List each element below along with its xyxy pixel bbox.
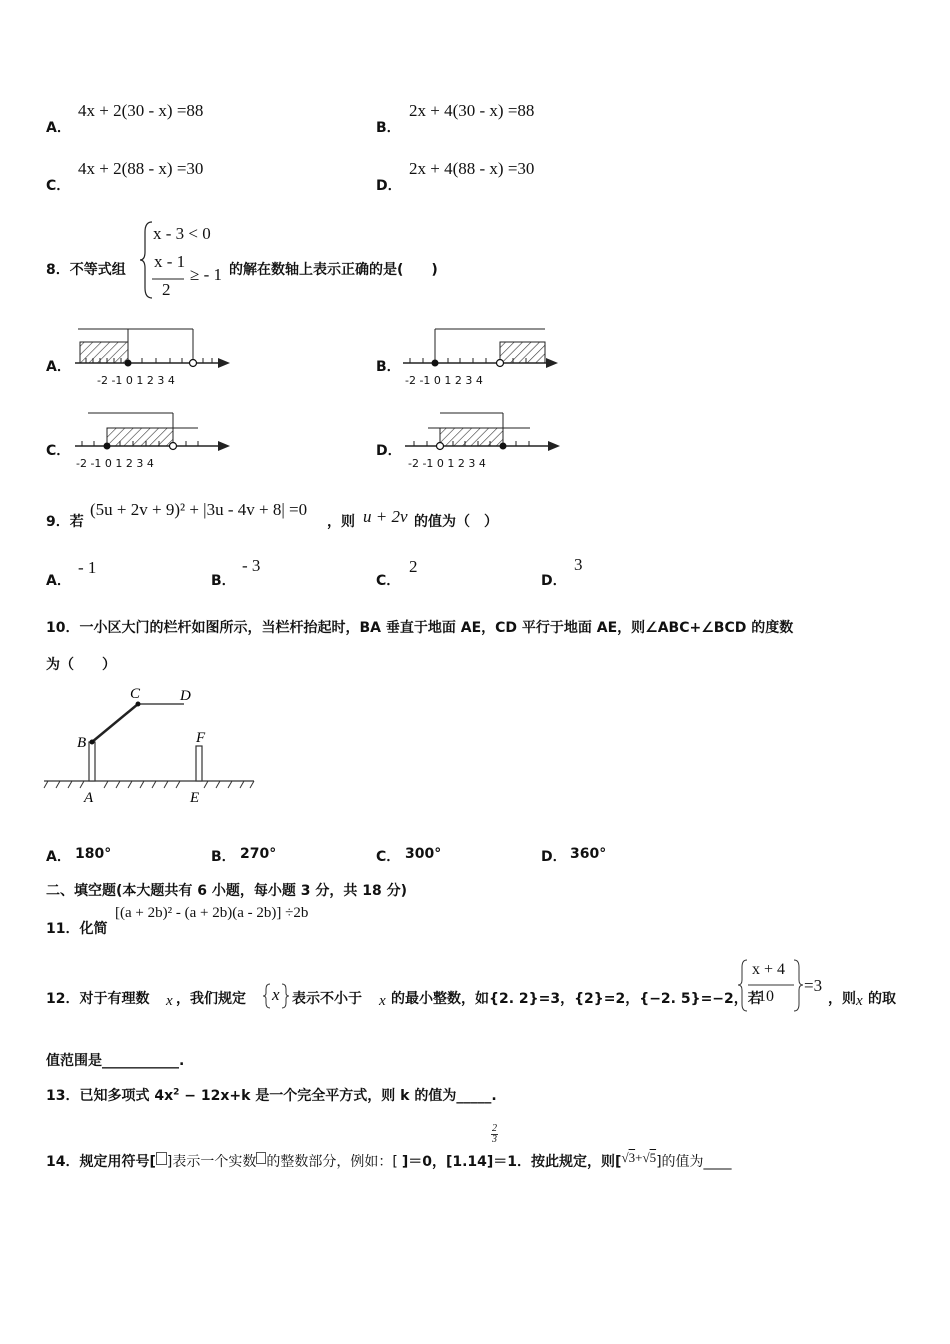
q14-a: 14．规定用符号[ [46,1154,156,1170]
q10-option-c-label: C． [376,849,401,865]
q8-option-b-label: B． [376,359,401,375]
q7-option-d-expr: 2x + 4(88 - x) =30 [409,159,535,178]
q14-small-fraction: 2 3 [492,1123,497,1145]
q14-c: 的整数部分，例如：[ [266,1154,398,1170]
q8-prefix: 8．不等式组 [46,262,126,278]
q11-prefix: 11．化简 [46,921,108,937]
q8-option-c-ticks: -2 -1 0 1 2 3 4 [76,457,154,470]
q7-option-a-label: A． [46,120,71,136]
q7-option-a-expr: 4x + 2(30 - x) =88 [78,101,204,120]
q8-option-b-ticks: -2 -1 0 1 2 3 4 [405,374,483,387]
q12-var-1: x [166,993,173,1009]
q9-expr2: u + 2v [363,507,408,526]
q10-line2: 为（ ） [46,657,116,673]
q11-expr: [(a + 2b)² - (a + 2b)(a - 2b)] ÷2b [115,905,309,921]
q9-option-c-value: 2 [409,557,418,576]
q9-option-a-value: - 1 [78,558,97,577]
label-f: F [196,730,206,746]
label-a: A [84,790,94,806]
q13-text-b: − 12x+k 是一个完全平方式，则 k 的值为_____. [179,1088,497,1104]
q14-d: ]＝0，[1.14]＝1．按此规定，则[ [401,1154,622,1170]
q12-var-3: x [856,993,863,1009]
q9-option-d-label: D． [541,573,567,589]
q13-sup: 2 [173,1087,180,1098]
q9-expr: (5u + 2v + 9)² + |3u - 4v + 8| =0 [90,500,308,519]
q9-suffix: 的值为（ ） [414,514,498,530]
q7-option-d-label: D． [376,178,402,194]
q8-frac-num: x - 1 [154,252,186,271]
q8-suffix: 的解在数轴上表示正确的是( ) [229,262,438,278]
q12-t2: 表示不小于 [292,991,362,1007]
q7-option-c-label: C． [46,178,71,194]
q12-var-2: x [379,993,386,1009]
q8-option-c-label: C． [46,443,71,459]
q10-option-b-label: B． [211,849,236,865]
q8-frac-den: 2 [162,280,171,299]
q10-option-d-label: D． [541,849,567,865]
q8-line1: x - 3 < 0 [153,224,211,243]
q10-option-b-value: 270° [240,846,277,862]
q7-option-b-expr: 2x + 4(30 - x) =88 [409,101,535,120]
q12-t3: 的最小整数，如{2. 2}=3，{2}=2，{−2. 5}=−2，若 [391,991,762,1007]
q8-option-d-label: D． [376,443,402,459]
q10-option-c-value: 300° [405,846,442,862]
q13-text-a: 13．已知多项式 4x [46,1088,174,1104]
q12-prefix: 12．对于有理数 [46,991,150,1007]
q9-mid: ，则 [327,514,355,530]
section2-title: 二、填空题(本大题共有 6 小题，每小题 3 分，共 18 分) [46,883,408,899]
q12-t4: ，则 [828,991,856,1007]
placeholder-box-icon [156,1152,167,1165]
q10-option-a-value: 180° [75,846,112,862]
q7-option-b-label: B． [376,120,401,136]
q8-geq: ≥ - 1 [190,265,222,284]
q9-option-b-label: B． [211,573,236,589]
q14-sqrt-expr: √3+√5 [621,1150,657,1165]
q9-option-d-value: 3 [574,555,583,574]
q13-text [46,1085,497,1105]
label-e: E [190,790,200,806]
q12-line2: 值范围是___________. [46,1053,185,1069]
q10-line1: 10．一小区大门的栏杆如图所示，当栏杆抬起时，BA 垂直于地面 AE，CD 平行于地面 AE，则∠ABC+∠BCD 的度数 [46,620,794,636]
q12-brace-var: x [272,985,280,1004]
label-d: D [180,688,191,704]
q12-frac-num: x + 4 [752,961,786,978]
q8-option-a-label: A． [46,359,71,375]
q14-b: ]表示一个实数 [166,1154,257,1170]
q14-line [46,1151,732,1171]
q8-option-d-ticks: -2 -1 0 1 2 3 4 [408,457,486,470]
q9-option-b-value: - 3 [242,556,261,575]
q10-option-a-label: A． [46,849,71,865]
q14-e: ]的值为____ [656,1154,732,1170]
q12-frac-den: 10 [758,988,774,1005]
q8-option-a-ticks: -2 -1 0 1 2 3 4 [97,374,175,387]
q12-eq: =3 [804,976,823,995]
q12-t1: ，我们规定 [176,991,246,1007]
q7-option-c-expr: 4x + 2(88 - x) =30 [78,159,204,178]
q9-option-c-label: C． [376,573,401,589]
label-b: B [77,735,87,751]
q12-t5: 的取 [868,991,896,1007]
q10-gate-figure [42,684,262,808]
q10-option-d-value: 360° [570,846,607,862]
placeholder-box-icon [256,1152,266,1164]
q9-prefix: 9．若 [46,514,84,530]
q9-option-a-label: A． [46,573,71,589]
label-c: C [130,686,141,702]
